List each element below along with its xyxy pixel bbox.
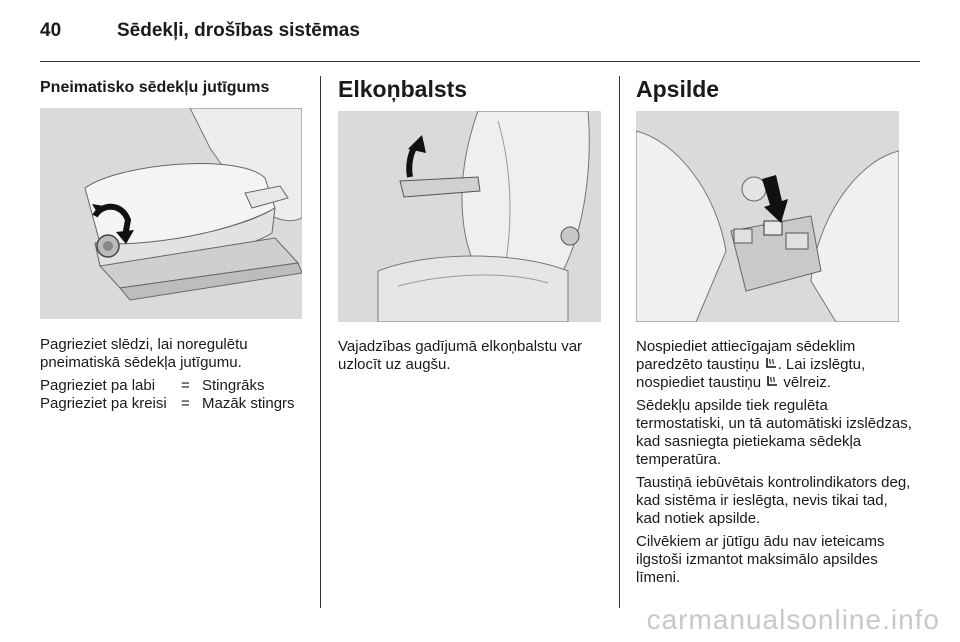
figure-seat-heating — [636, 111, 899, 322]
header-rule — [40, 61, 920, 62]
heating-p1-part-a: Nospiediet attiecīgajam sēdeklim paredzēto taustiņu — [636, 338, 856, 373]
chapter-title: Sēdekļi, drošības sistēmas — [117, 20, 360, 41]
settings-result: Stingrāks — [202, 377, 265, 394]
seat-heater-icon — [764, 357, 778, 371]
heating-paragraph-2: Sēdekļu apsilde tiek regulēta termostatiski, un tā automātiski izslēdzas, kad sasniegta pietiekama sēdekļa temperatūra. — [636, 397, 912, 468]
settings-equals: = — [181, 395, 190, 412]
pneumatic-paragraph: Pagrieziet slēdzi, lai noregulētu pneimatiskā sēdekļa jutīgumu. — [40, 336, 248, 371]
settings-equals: = — [181, 377, 190, 394]
section-title-armrest: Elkoņbalsts — [338, 76, 468, 102]
settings-action: Pagrieziet pa kreisi — [40, 395, 167, 412]
settings-row-right — [40, 377, 320, 395]
settings-action: Pagrieziet pa labi — [40, 377, 156, 394]
seat-heater-icon — [765, 375, 779, 389]
heating-p1-part-b: . Lai izslēgtu, nospiediet taustiņu — [636, 356, 866, 391]
settings-row-left — [40, 395, 320, 413]
armrest-paragraph: Vajadzības gadījumā elkoņbalstu var uzlocīt uz augšu. — [338, 338, 583, 373]
figure-armrest — [338, 111, 601, 322]
section-title-pneumatic: Pneimatisko sēdekļu jutīgums — [40, 79, 270, 96]
page-number: 40 — [40, 20, 62, 41]
heating-paragraph-1 — [636, 338, 916, 392]
heating-paragraph-3: Taustiņā iebūvētais kontrolindikators deg, kad sistēma ir ieslēgta, nevis tikai tad, kad notiek apsilde. — [636, 474, 911, 527]
section-title-heating: Apsilde — [636, 76, 720, 102]
heating-text — [636, 338, 916, 592]
watermark: carmanualsonline.info — [646, 604, 940, 635]
heating-p1-part-c: vēlreiz. — [779, 374, 831, 391]
column-divider-2 — [619, 76, 620, 608]
settings-result: Mazāk stingrs — [202, 395, 295, 412]
heating-paragraph-4: Cilvēkiem ar jūtīgu ādu nav ieteicams ilgstoši izmantot maksimālo apsildes līmeni. — [636, 533, 885, 586]
figure-pneumatic-seat — [40, 108, 302, 319]
column-divider-1 — [320, 76, 321, 608]
pneumatic-settings-table — [40, 377, 320, 413]
